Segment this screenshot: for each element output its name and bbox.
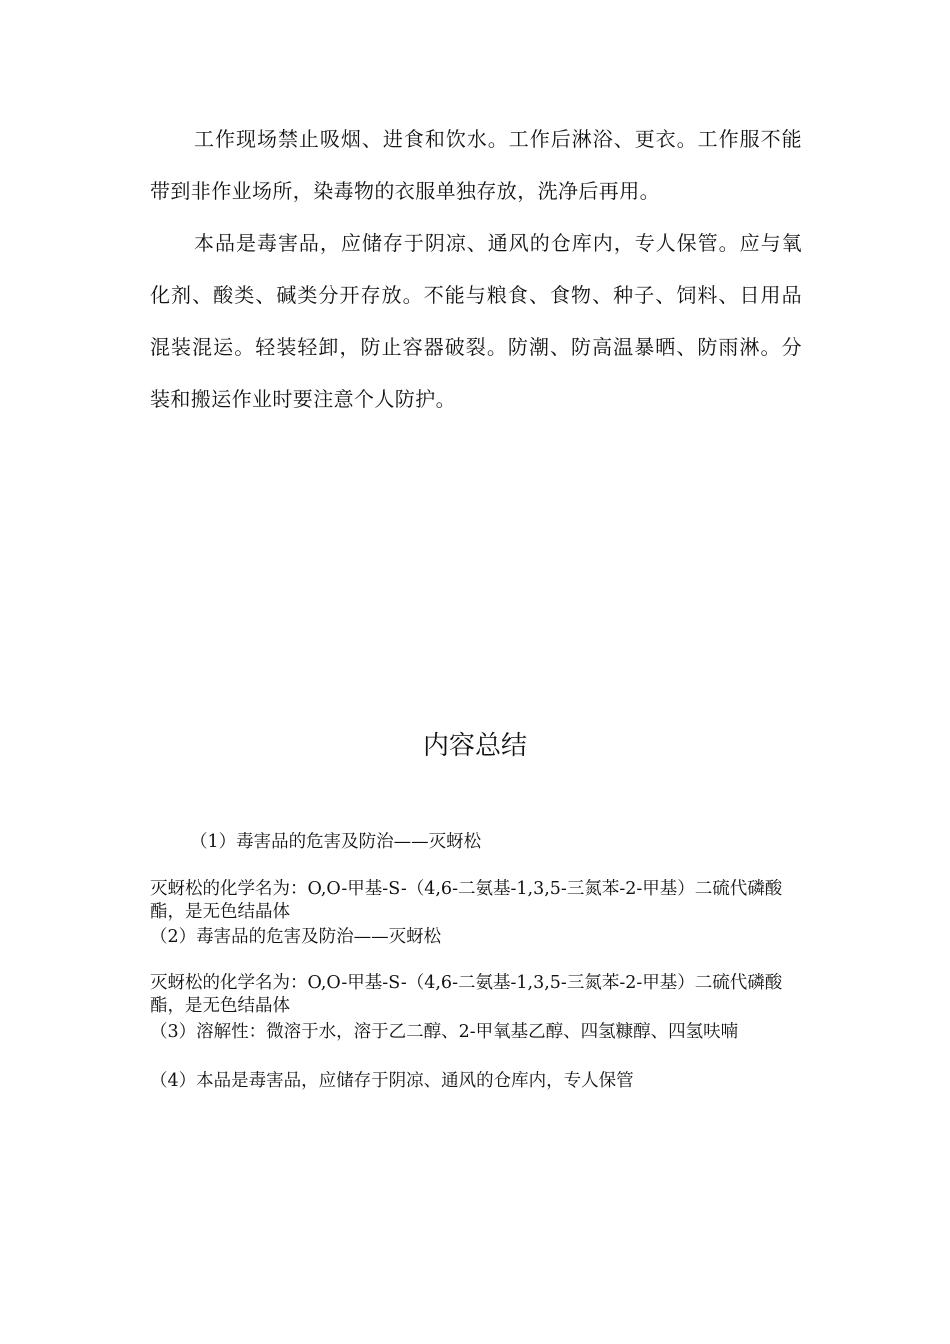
paragraph-safety-practices: 工作现场禁止吸烟、进食和饮水。工作后淋浴、更衣。工作服不能带到非作业场所，染毒物的衣服单独存放，洗净后再用。 <box>150 127 802 203</box>
summary-title: 内容总结 <box>422 731 527 761</box>
summary-item-2: （2）毒害品的危害及防治——灭蚜松 <box>150 927 442 947</box>
summary-item-3: （3）溶解性：微溶于水，溶于乙二醇、2-甲氧基乙醇、四氢糠醇、四氢呋喃 <box>150 1022 739 1042</box>
paragraph-storage-requirements: 本品是毒害品，应储存于阴凉、通风的仓库内，专人保管。应与氧化剂、酸类、碱类分开存放。不能与粮食、食物、种子、饲料、日用品混装混运。轻装轻卸，防止容器破裂。防潮、防高温暴晒、防雨淋。分装和搬运作业时要注意个人防护。 <box>150 231 802 411</box>
summary-item-2-detail: 灭蚜松的化学名为：O,O-甲基-S-（4,6-二氨基-1,3,5-三氮苯-2-甲基）二硫代磷酸酯，是无色结晶体 <box>150 973 783 1016</box>
summary-item-4: （4）本品是毒害品，应储存于阴凉、通风的仓库内，专人保管 <box>150 1071 634 1091</box>
summary-item-1-detail: 灭蚜松的化学名为：O,O-甲基-S-（4,6-二氨基-1,3,5-三氮苯-2-甲基）二硫代磷酸酯，是无色结晶体 <box>150 879 783 922</box>
summary-item-1: （1）毒害品的危害及防治——灭蚜松 <box>190 832 482 852</box>
